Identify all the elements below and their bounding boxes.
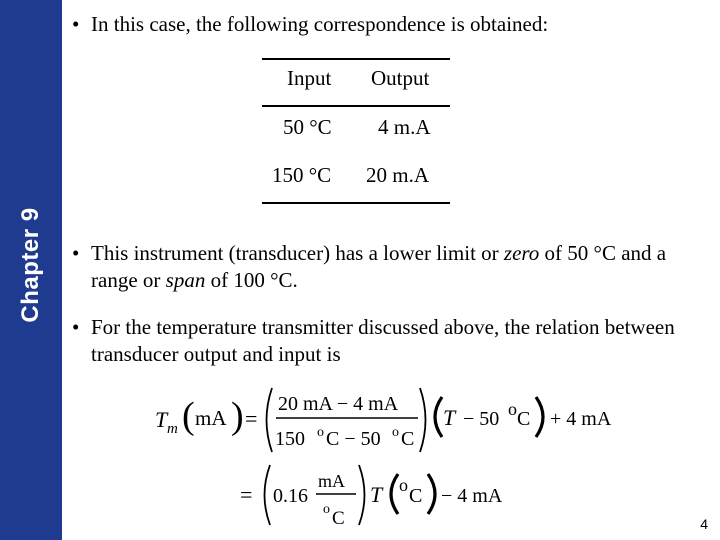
eq-coefficient: 0.16: [273, 485, 308, 507]
eq-paren-right: [536, 397, 543, 437]
bullet-text-part: This instrument (transducer) has a lower limit or: [91, 241, 504, 265]
page-number: 4: [700, 516, 708, 532]
eq-big-paren-right: [359, 465, 365, 525]
eq-denominator-part: C − 50: [326, 428, 381, 450]
eq-equals: =: [245, 406, 258, 431]
table-cell-output: 20 m.A: [366, 163, 429, 187]
table-cell-output: 4 m.A: [378, 115, 431, 139]
eq-paren-right: [428, 474, 435, 514]
bullet-dot: •: [72, 315, 80, 339]
bullet-text: In this case, the following correspondence is obtained:: [91, 12, 549, 36]
eq-big-paren-left: [267, 388, 273, 452]
eq-unit-C: C: [409, 485, 423, 507]
eq-fraction-numerator: 20 mA − 4 mA: [278, 393, 399, 415]
table-header-output: Output: [371, 66, 430, 90]
eq-degree-sign: o: [399, 475, 408, 495]
eq-paren-left: [391, 474, 398, 514]
eq-degree-sign: o: [392, 425, 399, 440]
eq-degree-sign: o: [508, 399, 517, 419]
emphasis-zero: zero: [503, 241, 540, 265]
table-cell-input: 50 °C: [283, 115, 332, 139]
eq-plus-term: + 4 mA: [550, 408, 612, 430]
eq-variable-T: T: [370, 482, 383, 507]
eq-unit-denominator: C: [332, 508, 345, 529]
eq-degree-sign: o: [323, 502, 330, 517]
eq-degree-sign: o: [317, 425, 324, 440]
eq-term: − 50: [463, 408, 500, 430]
eq-lhs-subscript: m: [167, 421, 178, 437]
eq-unit-numerator: mA: [318, 471, 345, 491]
eq-variable-T: T: [443, 405, 456, 430]
bullet-text-part: of 100 °C.: [205, 268, 298, 292]
table-header-input: Input: [287, 66, 332, 90]
bullet-dot: •: [72, 12, 80, 36]
bullet-dot: •: [72, 241, 80, 265]
eq-unit-C: C: [517, 408, 531, 430]
eq-lhs-paren-right: ): [231, 395, 244, 437]
eq-paren-left: [435, 397, 442, 437]
bullet-text-part: of 50 °C and a range or: [91, 241, 667, 292]
eq-big-paren-left: [265, 465, 271, 525]
emphasis-span: span: [165, 268, 206, 292]
chapter-label: Chapter 9: [17, 207, 44, 323]
table-cell-input: 150 °C: [272, 163, 332, 187]
eq-lhs-unit: mA: [195, 406, 227, 430]
eq-minus-term: − 4 mA: [441, 485, 503, 507]
eq-equals: =: [240, 482, 253, 507]
eq-big-paren-right: [420, 388, 426, 452]
bullet-text: For the temperature transmitter discussed above, the relation between transducer output and input is: [91, 315, 675, 366]
eq-lhs-symbol: T: [155, 407, 168, 432]
eq-denominator-part: C: [401, 428, 415, 450]
eq-denominator-part: 150: [275, 428, 305, 450]
eq-lhs-paren-left: (: [182, 395, 195, 437]
